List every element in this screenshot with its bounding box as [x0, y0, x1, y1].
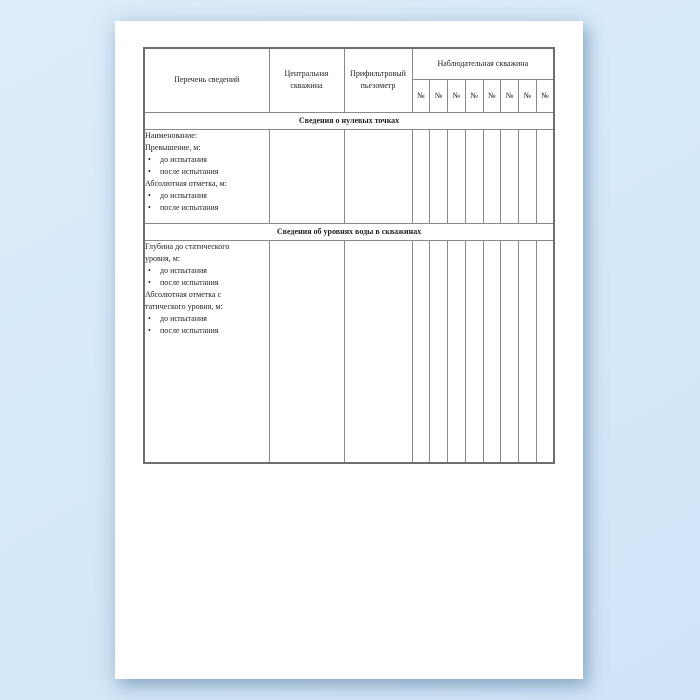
- info-line: • после испытания: [145, 166, 269, 178]
- info-line: Абсолютная отметка, м:: [145, 178, 227, 188]
- data-row-zero-points: [144, 129, 554, 223]
- section-header-water-levels: [144, 223, 554, 240]
- empty-data-cell: [465, 129, 483, 223]
- header-row-top: [144, 48, 554, 79]
- info-line: • до испытания: [145, 154, 269, 166]
- well-number-header: №: [501, 79, 519, 112]
- empty-data-cell: [501, 240, 519, 463]
- well-number-header: №: [465, 79, 483, 112]
- col-header-filter-piezometer-label: Прифильтровый пьезометр: [350, 69, 406, 91]
- info-line: • после испытания: [145, 202, 269, 214]
- data-row-water-levels: [144, 240, 554, 463]
- section-title-water-levels: Сведения об уровнях воды в скважинах: [144, 223, 554, 240]
- empty-data-cell: [483, 240, 501, 463]
- section-header-zero-points: [144, 112, 554, 129]
- info-line: Абсолютная отметка с: [145, 289, 222, 299]
- empty-data-cell: [269, 240, 344, 463]
- empty-data-cell: [536, 129, 554, 223]
- section-title-zero-points: Сведения о нулевых точках: [144, 112, 554, 129]
- well-number-header: №: [519, 79, 537, 112]
- well-number-header: №: [412, 79, 430, 112]
- well-test-table: [143, 47, 555, 464]
- well-number-header: №: [448, 79, 466, 112]
- empty-data-cell: [483, 129, 501, 223]
- empty-data-cell: [519, 129, 537, 223]
- info-list-cell-zero-points: [144, 129, 269, 223]
- col-header-central-well-label: Центральная скважина: [284, 69, 329, 91]
- empty-data-cell: [269, 129, 344, 223]
- well-number-header: №: [536, 79, 554, 112]
- col-header-info-list-label: Перечень сведений: [174, 75, 240, 85]
- info-line: • до испытания: [145, 190, 269, 202]
- well-number-header: №: [430, 79, 448, 112]
- empty-data-cell: [412, 129, 430, 223]
- well-number-header: №: [483, 79, 501, 112]
- document-page: [115, 21, 583, 679]
- info-line: Превышение, м:: [145, 142, 201, 152]
- col-header-observation-well-group: [412, 48, 554, 79]
- info-line: • до испытания: [145, 313, 269, 325]
- col-header-central-well: [269, 48, 344, 112]
- empty-data-cell: [519, 240, 537, 463]
- empty-data-cell: [465, 240, 483, 463]
- empty-data-cell: [412, 240, 430, 463]
- col-header-filter-piezometer: [344, 48, 412, 112]
- empty-data-cell: [430, 129, 448, 223]
- empty-data-cell: [430, 240, 448, 463]
- info-line: татического уровня, м:: [145, 301, 223, 311]
- info-line: • после испытания: [145, 325, 269, 337]
- info-line: • после испытания: [145, 277, 269, 289]
- empty-data-cell: [448, 129, 466, 223]
- col-header-info-list: [144, 48, 269, 112]
- empty-data-cell: [501, 129, 519, 223]
- empty-data-cell: [448, 240, 466, 463]
- info-line: Глубина до статического: [145, 241, 230, 251]
- info-line: Наименование:: [145, 130, 198, 140]
- empty-data-cell: [344, 240, 412, 463]
- info-line: • до испытания: [145, 265, 269, 277]
- col-header-observation-well-group-label: Наблюдательная скважина: [437, 58, 529, 68]
- info-list-cell-water-levels: [144, 240, 269, 463]
- info-line: уровня, м:: [145, 253, 181, 263]
- empty-data-cell: [536, 240, 554, 463]
- empty-data-cell: [344, 129, 412, 223]
